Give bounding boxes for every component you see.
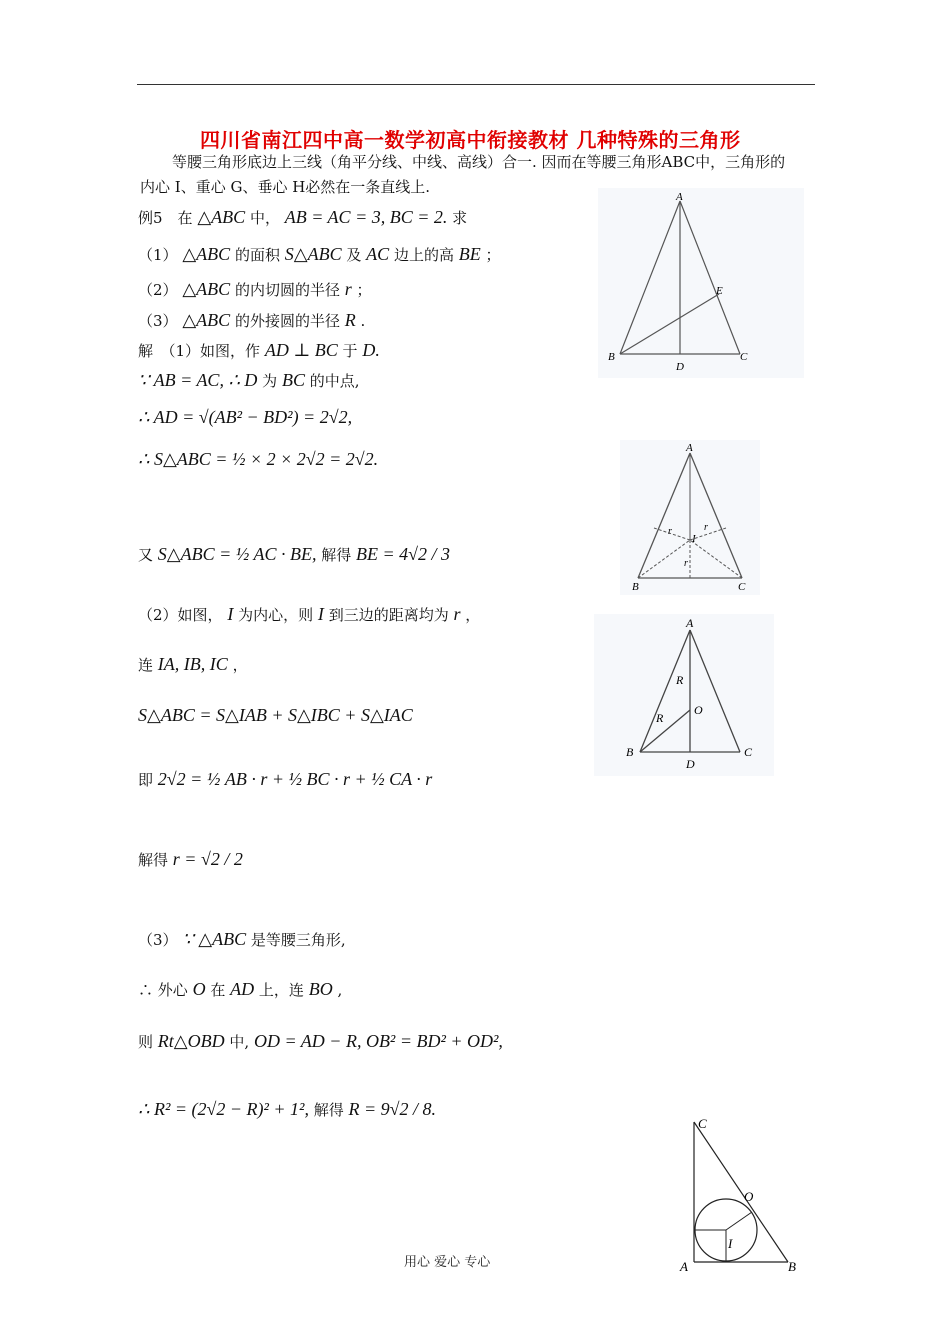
solution-2-line-4 — [138, 770, 432, 788]
example-triangle: △ABC — [197, 207, 246, 227]
q1-ac: AC — [366, 244, 390, 264]
q1-t3: 边上的高 — [393, 246, 454, 264]
solution-3-line-2 — [138, 980, 342, 998]
s2-r: r — [453, 604, 461, 624]
s1-ad-equation: ∴ AD = √(AB² − BD²) = 2√2, — [138, 407, 353, 427]
q1-t1: 的面积 — [234, 246, 280, 264]
s1-yu: 于 — [342, 342, 358, 360]
solution-2-line-5 — [138, 850, 243, 868]
example-line — [138, 208, 467, 226]
s1-be: BE = 4√2 / 3 — [356, 544, 451, 564]
s1-jiede: 解得 — [321, 546, 352, 564]
s2-jiede: 解得 — [138, 851, 169, 869]
solution-2-line-1 — [138, 605, 480, 623]
q1-end: ； — [485, 246, 501, 264]
q2-end: ； — [356, 281, 372, 299]
intro-line-1: 等腰三角形底边上三线（角平分线、中线、高线）合一. 因而在等腰三角形ABC中，三角形的 — [172, 153, 786, 171]
fig4-label-c: C — [698, 1116, 707, 1131]
fig2-label-b: B — [632, 581, 639, 593]
fig2-label-c: C — [738, 581, 746, 593]
s3-l2-c: 上，连 — [258, 981, 304, 999]
q3-tri: △ABC — [182, 310, 231, 330]
s2-r-val: r = √2 / 2 — [172, 849, 243, 869]
intro-line-2: 内心 I、重心 G、垂心 H必然在一条直线上. — [140, 178, 431, 196]
s2-t2: 到三边的距离均为 — [328, 606, 449, 624]
example-given: AB = AC = 3, BC = 2. — [284, 207, 448, 227]
example-label: 例5 在 — [138, 209, 193, 227]
fig3-label-r-upper: R — [676, 673, 684, 687]
s3-l3-zhong: 中, — [229, 1033, 250, 1051]
s2-comma: ， — [232, 656, 248, 674]
solution-3-line-1 — [138, 930, 346, 948]
q3-num: （3） — [138, 312, 178, 330]
s3-l3-rt: Rt△OBD — [157, 1031, 225, 1051]
fig3-label-d: D — [686, 757, 695, 771]
s3-l2-ad: AD — [230, 979, 255, 999]
s3-l2-b: 在 — [210, 981, 226, 999]
s1-area-equation: ∴ S△ABC = ½ × 2 × 2√2 = 2√2. — [138, 449, 379, 469]
s3-num: （3） — [138, 931, 178, 949]
fig4-label-o: O — [744, 1189, 754, 1204]
s1-line2-math: ∵ AB = AC, ∴ D — [138, 370, 258, 390]
q1-be: BE — [458, 244, 481, 264]
s2-end: ， — [465, 606, 481, 624]
fig1-label-a: A — [676, 191, 683, 203]
s2-seg: IA, IB, IC — [157, 654, 228, 674]
fig3-label-c: C — [744, 745, 753, 759]
question-2 — [138, 280, 372, 298]
q1-tri: △ABC — [182, 244, 231, 264]
q1-num: （1） — [138, 246, 178, 264]
fig1-label-d: D — [676, 361, 684, 373]
s3-l4-eq: ∴ R² = (2√2 − R)² + 1², — [138, 1099, 309, 1119]
q1-t2: 及 — [346, 246, 362, 264]
s2-sum-equation: S△ABC = S△IAB + S△IBC + S△IAC — [138, 705, 413, 725]
fig3-label-a: A — [686, 616, 694, 630]
page-footer: 用心 爱心 专心 — [404, 1255, 491, 1270]
q2-t1: 的内切圆的半径 — [234, 281, 340, 299]
s1-line2-bc: BC — [281, 370, 305, 390]
fig4-label-a: A — [680, 1259, 688, 1274]
fig3-label-r-lower: R — [656, 711, 664, 725]
figure-3-circumcircle-triangle — [594, 614, 774, 780]
solution-2-line-2 — [138, 655, 248, 673]
fig3-label-b: B — [626, 745, 634, 759]
solution-3-line-4 — [138, 1100, 436, 1118]
fig2-label-i: I — [692, 533, 696, 545]
figure-2-incircle-triangle — [620, 440, 760, 599]
s1-line2-wei: 为 — [262, 372, 278, 390]
figure-1-altitude-triangle — [598, 188, 804, 382]
fig2-label-r-bottom: r — [684, 558, 688, 569]
question-1 — [138, 245, 501, 263]
solution-1-line-5 — [138, 545, 450, 563]
s3-l3-ze: 则 — [138, 1033, 154, 1051]
solution-1-line-2 — [138, 371, 360, 389]
fig1-label-e: E — [716, 285, 723, 297]
fig2-label-r-left: r — [668, 526, 672, 537]
s1-d: D. — [362, 340, 380, 360]
solution-3-line-3 — [138, 1032, 503, 1050]
s3-l2-a: ∴ 外心 — [138, 981, 188, 999]
q2-tri: △ABC — [182, 279, 231, 299]
q2-sym: r — [344, 279, 352, 299]
figure-4-right-triangle — [676, 1112, 806, 1282]
fig2-label-a: A — [686, 442, 693, 454]
q1-sym: S△ABC — [284, 244, 342, 264]
s2-eq: 2√2 = ½ AB · r + ½ BC · r + ½ CA · r — [157, 769, 433, 789]
fig4-label-i: I — [728, 1236, 733, 1251]
s1-you: 又 — [138, 546, 154, 564]
s2-i2: I — [317, 604, 324, 624]
fig2-label-r-right: r — [704, 522, 708, 533]
s3-math: ∵ △ABC — [182, 929, 247, 949]
solution-1-line-1 — [138, 341, 380, 359]
s2-lian: 连 — [138, 656, 154, 674]
s3-l4-r: R = 9√2 / 8. — [348, 1099, 437, 1119]
s2-ji: 即 — [138, 771, 154, 789]
s2-t1: 为内心，则 — [238, 606, 314, 624]
s3-text: 是等腰三角形, — [250, 931, 346, 949]
s1-line2-end: 的中点, — [309, 372, 360, 390]
s3-l2-end: , — [337, 981, 343, 999]
s2-i: I — [227, 604, 234, 624]
s1-area2: S△ABC = ½ AC · BE, — [157, 544, 317, 564]
s3-l3-eq: OD = AD − R, OB² = BD² + OD², — [253, 1031, 503, 1051]
fig1-label-c: C — [740, 351, 748, 363]
question-3 — [138, 311, 365, 329]
q3-sym: R — [344, 310, 356, 330]
page-title: 四川省南江四中高一数学初高中衔接教材 几种特殊的三角形 — [200, 128, 741, 152]
s3-l2-o: O — [192, 979, 206, 999]
example-ask: 求 — [452, 209, 468, 227]
q3-end: . — [360, 312, 366, 330]
s1-math: AD ⊥ BC — [264, 340, 338, 360]
s2-line1: （2）如图， — [138, 606, 223, 624]
example-mid: 中， — [249, 209, 280, 227]
fig3-label-o: O — [694, 703, 703, 717]
q2-num: （2） — [138, 281, 178, 299]
fig4-label-b: B — [788, 1259, 796, 1274]
s1-label: 解 （1）如图，作 — [138, 342, 261, 360]
q3-t1: 的外接圆的半径 — [234, 312, 340, 330]
s3-l4-jiede: 解得 — [313, 1101, 344, 1119]
s3-l2-bo: BO — [308, 979, 333, 999]
header-rule — [137, 84, 815, 85]
fig1-label-b: B — [608, 351, 615, 363]
